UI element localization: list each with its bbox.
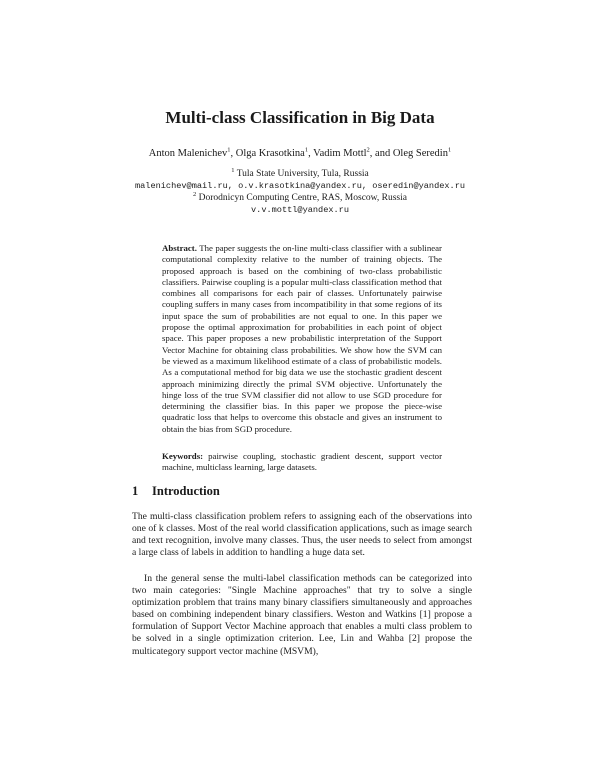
affiliation-marker: 1 [304,146,309,154]
section-title: Introduction [152,484,220,498]
affiliation-marker: 2 [192,190,197,198]
affiliation-marker: 1 [447,146,452,154]
author-name: and Oleg Seredin [375,148,448,159]
keywords [162,451,442,474]
keywords-label: Keywords: [162,451,204,461]
affiliation-marker: 1 [227,146,231,154]
keywords-text: pairwise coupling, stochastic gradient descent, support vector machine, multiclass learning, large datasets. [162,451,442,473]
affiliation-text: Tula State University, Tula, Russia [236,169,369,179]
abstract-text: The paper suggests the on-line multi-class classifier with a sublinear computational complexity relative to the number of training objects. The proposed approach is based on the combining of two-class probabilistic classifiers. Pairwise coupling is a popular multi-class classification method that combines all comparisons for each pair of classes. Unfortunately pairwise coupling suffers in many cases from incompatibility in that some regions of its input space the sum of probabilities are not equal to one. In this paper we propose the optimal approximation for probabilities in each point of object space. This paper proposes a new probabilistic interpretation of the Support Vector Machine for obtaining class probabilities. We show how the SVM can be viewed as a maximum likelihood estimate of a class of probabilistic models. As a computational method for big data we use the stochastic gradient descent approach minimizing directly the primal SVM objective. Unfortunately the hinge loss of the true SVM classifier did not allow to use SGD procedure for determining the classifier bias. In this paper we propose the piece-wise quadratic loss that helps to overcome this obstacle and gives an instrument to obtain the bias from SGD procedure. [162,243,442,434]
author-name: Olga Krasotkina [235,148,305,159]
affiliation-text: Dorodnicyn Computing Centre, RAS, Moscow, Russia [198,193,407,203]
affiliation-marker: 2 [366,146,370,154]
section-number: 1 [132,484,139,498]
affiliation-2 [0,192,600,204]
body-paragraph: In the general sense the multi-label classification methods can be categorized into two main categories: "Single Machine approaches" that try to solve a single optimization problem that trains many binary classifiers simultaneously and approaches based on combining independent binary classifiers. Weston and Watkins [1] propose a formulation of Support Vector Machine approach that enables a multi class problem to be solved in a single optimization criterion. Lee, Lin and Wahba [2] propose the multicategory support vector machine (MSVM), [132,573,472,657]
author-name: Vadim Mottl [313,148,367,159]
abstract-label: Abstract. [162,243,197,253]
author-name: Anton Malenichev [148,148,228,159]
affiliations [0,168,600,216]
affiliation-1 [0,168,600,180]
affiliation-2-email: v.v.mottl@yandex.ru [251,205,349,215]
abstract [162,243,442,435]
affiliation-marker: 1 [231,166,235,174]
body-paragraph: The multi-class classification problem refers to assigning each of the observations into one of k classes. Most of the real world classification applications, such as image search and text recognition, involve many classes. Thus, the user needs to select from amongst a large class of labels in addition to handling a huge data set. [132,511,472,559]
author-list: Anton Malenichev$^1$, Olga Krasotkina$^1$, Vadim Mottl$^2$, and Oleg Seredin$^1$ [148,146,452,159]
affiliation-1-emails: malenichev@mail.ru, o.v.krasotkina@yandex.ru, oseredin@yandex.ru [134,181,466,191]
paper-title: Multi-class Classification in Big Data [165,108,435,127]
section-heading [132,484,220,499]
